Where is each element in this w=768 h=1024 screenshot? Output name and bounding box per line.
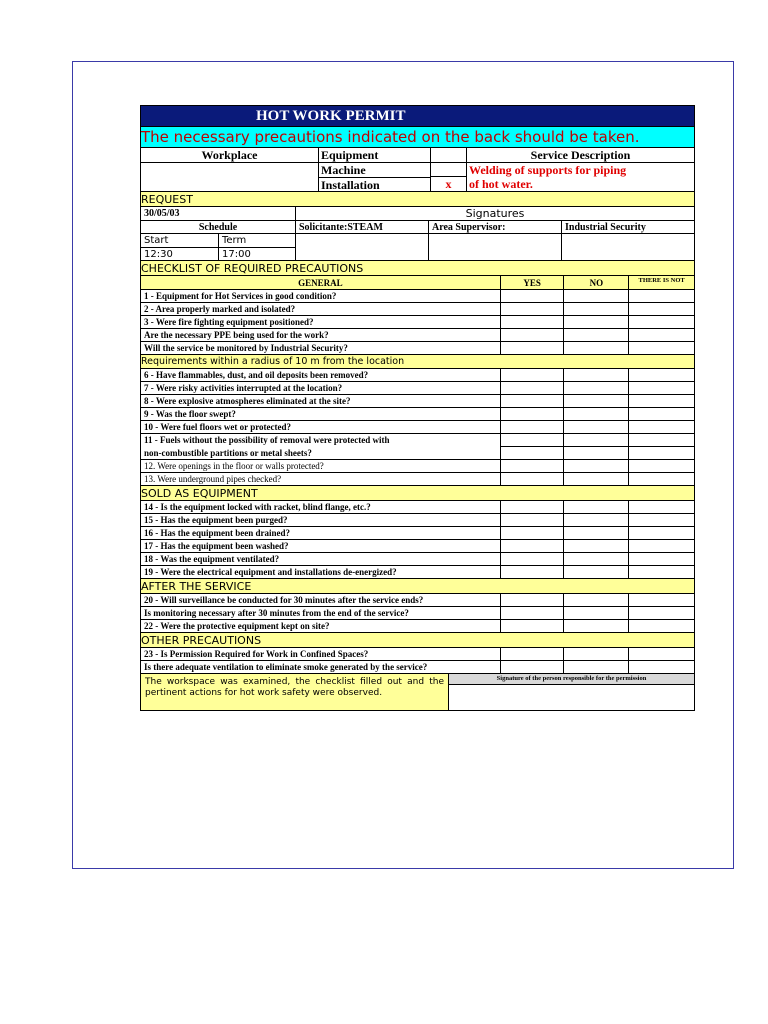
answer-yes[interactable] xyxy=(501,460,565,472)
checklist-row xyxy=(141,421,694,434)
checklist-row xyxy=(141,473,694,486)
answer-yes[interactable] xyxy=(501,648,565,660)
answer-no[interactable] xyxy=(564,527,629,539)
question: 2 - Area properly marked and isolated? xyxy=(141,303,501,315)
question: 17 - Has the equipment been washed? xyxy=(141,540,501,552)
checklist-row xyxy=(141,540,694,553)
answer-none[interactable] xyxy=(629,316,694,328)
question: 23 - Is Permission Required for Work in Confined Spaces? xyxy=(141,648,501,660)
checklist-row xyxy=(141,290,694,303)
answer-no[interactable] xyxy=(564,607,629,619)
checklist-row xyxy=(141,607,694,620)
answer-yes[interactable] xyxy=(501,290,565,302)
inspection-statement: The workspace was examined, the checklist filled out and the pertinent actions for hot work safety were observed. xyxy=(141,674,449,710)
answer-no[interactable] xyxy=(564,473,629,485)
signatures-label: Signatures xyxy=(465,207,525,220)
answer-none[interactable] xyxy=(629,369,694,381)
section-sold-as-equipment: SOLD AS EQUIPMENT xyxy=(141,486,694,501)
term-time[interactable]: 17:00 xyxy=(222,249,251,260)
equipment-mark[interactable] xyxy=(431,148,467,162)
answer-no[interactable] xyxy=(564,395,629,407)
checklist-row xyxy=(141,620,694,633)
answer-none[interactable] xyxy=(629,473,694,485)
section-after-the-service: AFTER THE SERVICE xyxy=(141,579,694,594)
answer-yes[interactable] xyxy=(501,447,564,459)
installation-label: Installation xyxy=(321,178,380,191)
answer-yes[interactable] xyxy=(501,501,565,513)
answer-yes[interactable] xyxy=(501,342,565,354)
start-time[interactable]: 12:30 xyxy=(144,249,173,260)
checklist-row xyxy=(141,342,694,355)
answer-yes[interactable] xyxy=(501,594,565,606)
answer-no[interactable] xyxy=(564,303,629,315)
checklist-row xyxy=(141,566,694,579)
answer-none[interactable] xyxy=(629,553,694,565)
answer-none[interactable] xyxy=(629,382,694,394)
checklist-row xyxy=(141,382,694,395)
answer-yes[interactable] xyxy=(501,395,565,407)
answer-yes[interactable] xyxy=(501,540,565,552)
answer-no[interactable] xyxy=(564,661,629,673)
col-yes: YES xyxy=(501,276,565,289)
question: 15 - Has the equipment been purged? xyxy=(141,514,501,526)
col-general: GENERAL xyxy=(141,276,501,289)
answer-no[interactable] xyxy=(564,460,629,472)
answer-yes[interactable] xyxy=(501,421,565,433)
answer-no[interactable] xyxy=(564,342,629,354)
question: 10 - Were fuel floors wet or protected? xyxy=(141,421,501,433)
question: 12. Were openings in the floor or walls protected? xyxy=(141,460,501,472)
answer-no[interactable] xyxy=(564,421,629,433)
industrial-security-signature[interactable] xyxy=(562,234,694,260)
section-request: REQUEST xyxy=(141,192,694,207)
answer-no[interactable] xyxy=(564,540,629,552)
service-description-line2: of hot water. xyxy=(469,177,533,191)
checklist-row xyxy=(141,303,694,316)
answer-yes[interactable] xyxy=(501,382,565,394)
answer-no[interactable] xyxy=(564,290,629,302)
answer-no[interactable] xyxy=(564,553,629,565)
section-checklist: CHECKLIST OF REQUIRED PRECAUTIONS xyxy=(141,261,694,276)
request-date: 30/05/03 xyxy=(141,207,296,220)
answer-yes[interactable] xyxy=(501,553,565,565)
workplace-field[interactable] xyxy=(141,163,319,191)
precautions-notice: The necessary precautions indicated on the back should be taken. xyxy=(141,127,694,148)
question: 19 - Were the electrical equipment and installations de-energized? xyxy=(141,566,501,578)
answer-no[interactable] xyxy=(564,501,629,513)
answer-yes[interactable] xyxy=(501,514,565,526)
question: 14 - Is the equipment locked with racket, blind flange, etc.? xyxy=(141,501,501,513)
signature-label: Signature of the person responsible for the permission xyxy=(449,674,694,685)
checklist-row xyxy=(141,648,694,661)
col-no: NO xyxy=(564,276,629,289)
service-description-label: Service Description xyxy=(530,148,631,162)
answer-yes[interactable] xyxy=(501,369,565,381)
question: Are the necessary PPE being used for the work? xyxy=(141,329,501,341)
answer-none[interactable] xyxy=(629,607,694,619)
workplace-label: Workplace xyxy=(141,148,319,162)
answer-none[interactable] xyxy=(629,329,694,341)
answer-no[interactable] xyxy=(564,514,629,526)
answer-yes[interactable] xyxy=(501,303,565,315)
answer-no[interactable] xyxy=(564,566,629,578)
solicitante-label: Solicitante:STEAM xyxy=(296,221,429,233)
answer-yes[interactable] xyxy=(501,620,565,632)
area-supervisor-label: Area Supervisor: xyxy=(429,221,562,233)
checklist-row xyxy=(141,395,694,408)
radius-requirements-header: Requirements within a radius of 10 m from the location xyxy=(141,355,694,369)
answer-yes[interactable] xyxy=(501,329,565,341)
hot-work-permit-form xyxy=(140,105,695,711)
machine-mark[interactable] xyxy=(431,163,466,177)
checklist-row xyxy=(141,316,694,329)
answer-none[interactable] xyxy=(629,648,694,660)
answer-no[interactable] xyxy=(564,329,629,341)
answer-yes[interactable] xyxy=(501,434,564,447)
answer-yes[interactable] xyxy=(501,661,565,673)
question: 9 - Was the floor swept? xyxy=(141,408,501,420)
schedule-label: Schedule xyxy=(141,221,296,233)
answer-no[interactable] xyxy=(564,447,628,459)
question: Is there adequate ventilation to eliminate smoke generated by the service? xyxy=(141,661,501,673)
machine-label: Machine xyxy=(319,163,430,178)
answer-no[interactable] xyxy=(564,316,629,328)
question: Will the service be monitored by Industrial Security? xyxy=(141,342,501,354)
answer-none[interactable] xyxy=(629,527,694,539)
question: 22 - Were the protective equipment kept on site? xyxy=(141,620,501,632)
answer-none[interactable] xyxy=(629,514,694,526)
question: Is monitoring necessary after 30 minutes from the end of the service? xyxy=(141,607,501,619)
answer-none[interactable] xyxy=(629,620,694,632)
answer-none[interactable] xyxy=(629,421,694,433)
answer-yes[interactable] xyxy=(501,566,565,578)
answer-no[interactable] xyxy=(564,620,629,632)
question: 3 - Were fire fighting equipment positioned? xyxy=(141,316,501,328)
checklist-row xyxy=(141,594,694,607)
checklist-row xyxy=(141,329,694,342)
checklist-row xyxy=(141,434,694,460)
answer-none[interactable] xyxy=(629,460,694,472)
question: 6 - Have flammables, dust, and oil deposits been removed? xyxy=(141,369,501,381)
answer-no[interactable] xyxy=(564,382,629,394)
answer-none[interactable] xyxy=(629,434,694,447)
area-supervisor-signature[interactable] xyxy=(429,234,562,260)
col-there-is-not: THERE IS NOT xyxy=(629,276,694,289)
checklist-row xyxy=(141,661,694,674)
answer-none[interactable] xyxy=(629,395,694,407)
answer-none[interactable] xyxy=(629,290,694,302)
answer-none[interactable] xyxy=(629,594,694,606)
answer-yes[interactable] xyxy=(501,316,565,328)
answer-none[interactable] xyxy=(629,342,694,354)
answer-none[interactable] xyxy=(629,303,694,315)
solicitante-signature[interactable] xyxy=(296,234,429,260)
checklist-row xyxy=(141,514,694,527)
responsible-signature-field[interactable] xyxy=(449,685,694,710)
answer-none[interactable] xyxy=(629,408,694,420)
answer-none[interactable] xyxy=(629,540,694,552)
question: 7 - Were risky activities interrupted at the location? xyxy=(141,382,501,394)
answer-yes[interactable] xyxy=(501,473,565,485)
checklist-row xyxy=(141,408,694,421)
answer-none[interactable] xyxy=(629,501,694,513)
term-label: Term xyxy=(219,234,295,248)
checklist-row xyxy=(141,460,694,473)
answer-no[interactable] xyxy=(564,648,629,660)
section-other-precautions: OTHER PRECAUTIONS xyxy=(141,633,694,648)
checklist-row xyxy=(141,527,694,540)
answer-none[interactable] xyxy=(629,447,694,459)
question: 13. Were underground pipes checked? xyxy=(141,473,501,485)
answer-none[interactable] xyxy=(629,661,694,673)
start-label: Start xyxy=(141,234,218,248)
answer-none[interactable] xyxy=(629,566,694,578)
question: 18 - Was the equipment ventilated? xyxy=(141,553,501,565)
installation-mark[interactable]: x xyxy=(445,177,452,191)
answer-no[interactable] xyxy=(564,408,629,420)
answer-no[interactable] xyxy=(564,594,629,606)
question: 16 - Has the equipment been drained? xyxy=(141,527,501,539)
checklist-row xyxy=(141,553,694,566)
answer-no[interactable] xyxy=(564,434,628,447)
equipment-label: Equipment xyxy=(319,148,431,162)
service-description-line1: Welding of supports for piping xyxy=(469,163,627,177)
checklist-row xyxy=(141,501,694,514)
question-line2: non-combustible partitions or metal sheets? xyxy=(144,448,312,458)
question-line1: 11 - Fuels without the possibility of removal were protected with xyxy=(144,435,390,445)
question: 8 - Were explosive atmospheres eliminated at the site? xyxy=(141,395,501,407)
checklist-row xyxy=(141,369,694,382)
question: 20 - Will surveillance be conducted for 30 minutes after the service ends? xyxy=(141,594,501,606)
answer-yes[interactable] xyxy=(501,607,565,619)
industrial-security-label: Industrial Security xyxy=(565,222,646,233)
answer-yes[interactable] xyxy=(501,527,565,539)
form-title: HOT WORK PERMIT xyxy=(141,106,694,127)
answer-yes[interactable] xyxy=(501,408,565,420)
question: 1 - Equipment for Hot Services in good condition? xyxy=(141,290,501,302)
answer-no[interactable] xyxy=(564,369,629,381)
